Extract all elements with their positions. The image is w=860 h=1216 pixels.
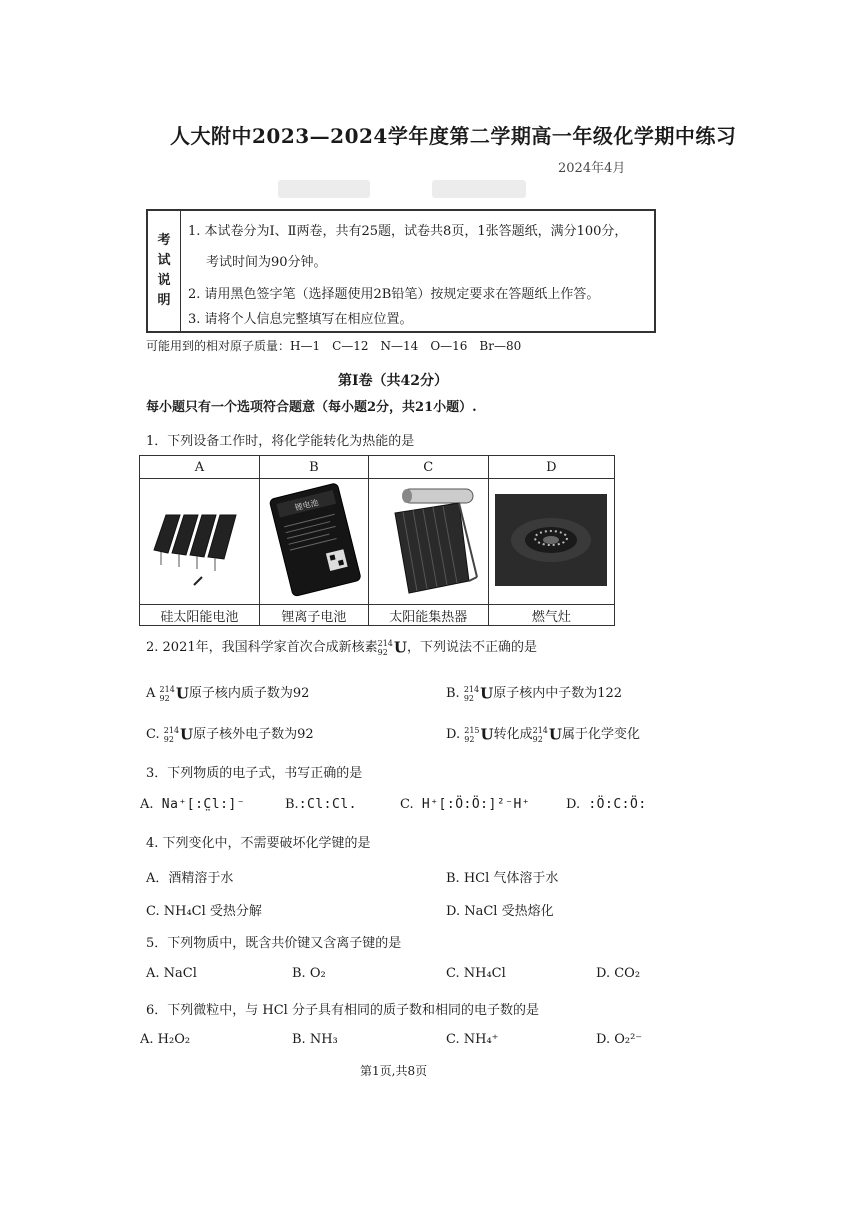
q5-option-c[interactable]: C. NH₄Cl (446, 966, 506, 981)
battery-label: 锂电池 (293, 498, 320, 513)
gas-stove-image (488, 479, 614, 605)
q3-option-c[interactable]: C. H⁺[:Ö:Ö:]²⁻H⁺ (400, 797, 531, 812)
q2-option-d[interactable]: D. 215 92 U转化成 214 92 U属于化学变化 (446, 725, 641, 744)
q3-option-b[interactable]: B.:Cl:Cl. (285, 797, 357, 812)
instruction-line: 3. 请将个人信息完整填写在相应位置。 (188, 312, 413, 327)
nuclide-notation: 214 92 (377, 638, 393, 657)
solar-panel-image (140, 479, 260, 605)
q6-option-d[interactable]: D. O₂²⁻ (596, 1032, 643, 1047)
q6-option-a[interactable]: A. H₂O₂ (140, 1032, 191, 1047)
atomic-masses: 可能用到的相对原子质量：H—1 C—12 N—14 O—16 Br—80 (146, 339, 522, 353)
instructions-side-label: 考 试 说 明 (148, 211, 181, 331)
redacted-field (278, 180, 370, 198)
question-5-stem: 5．下列物质中，既含共价键又含离子键的是 (146, 936, 402, 951)
exam-title: 人大附中2023—2024学年度第二学期高一年级化学期中练习 (170, 124, 737, 148)
q1-caption-d: 燃气灶 (488, 605, 614, 626)
question-2-stem: 2. 2021年，我国科学家首次合成新核素 214 92 U，下列说法不正确的是 (146, 638, 538, 657)
redacted-field (432, 180, 526, 198)
q1-header-b: B (259, 456, 368, 479)
q4-option-c[interactable]: C. NH₄Cl 受热分解 (146, 904, 262, 919)
page-footer: 第1页,共8页 (360, 1064, 428, 1078)
exam-instructions-box (146, 209, 656, 333)
q3-option-a[interactable]: A. Na⁺[:C̤l:]⁻ (140, 797, 246, 812)
instruction-line: 1. 本试卷分为Ⅰ、Ⅱ两卷，共有25题，试卷共8页，1张答题纸，满分100分， (188, 224, 628, 239)
instruction-line: 2. 请用黑色签字笔（选择题使用2B铅笔）按规定要求在答题纸上作答。 (188, 287, 600, 302)
exam-date: 2024年4月 (558, 161, 626, 176)
q1-header-a: A (140, 456, 260, 479)
question-3-stem: 3．下列物质的电子式，书写正确的是 (146, 766, 363, 781)
q1-header-c: C (368, 456, 488, 479)
q2-option-b[interactable]: B. 214 92 U原子核内中子数为122 (446, 684, 623, 703)
q4-option-b[interactable]: B. HCl 气体溶于水 (446, 871, 559, 886)
question-6-stem: 6．下列微粒中，与 HCl 分子具有相同的质子数和相同的电子数的是 (146, 1003, 539, 1018)
q3-option-d[interactable]: D. :Ö:C:Ö: (566, 797, 647, 812)
q6-option-b[interactable]: B. NH₃ (292, 1032, 338, 1047)
instruction-line: 考试时间为90分钟。 (206, 255, 327, 270)
question-4-stem: 4. 下列变化中，不需要破坏化学键的是 (146, 836, 371, 851)
q2-option-a[interactable]: A 214 92 U原子核内质子数为92 (146, 684, 310, 703)
q5-option-b[interactable]: B. O₂ (292, 966, 326, 981)
q4-option-a[interactable]: A．酒精溶于水 (146, 871, 234, 886)
q2-option-c[interactable]: C. 214 92 U原子核外电子数为92 (146, 725, 314, 744)
q1-caption-a: 硅太阳能电池 (140, 605, 260, 626)
section-instruction: 每小题只有一个选项符合题意（每小题2分，共21小题）. (146, 400, 477, 415)
q5-option-a[interactable]: A. NaCl (146, 966, 197, 981)
q1-caption-b: 锂离子电池 (259, 605, 368, 626)
lithium-battery-image (259, 479, 368, 605)
q1-device-table (139, 455, 615, 626)
solar-water-heater-image (368, 479, 488, 605)
q4-option-d[interactable]: D. NaCl 受热熔化 (446, 904, 554, 919)
q1-caption-c: 太阳能集热器 (368, 605, 488, 626)
question-1-stem: 1．下列设备工作时，将化学能转化为热能的是 (146, 434, 415, 449)
q6-option-c[interactable]: C. NH₄⁺ (446, 1032, 499, 1047)
q1-header-d: D (488, 456, 614, 479)
q5-option-d[interactable]: D. CO₂ (596, 966, 641, 981)
section-title: 第Ⅰ卷（共42分） (338, 373, 449, 389)
